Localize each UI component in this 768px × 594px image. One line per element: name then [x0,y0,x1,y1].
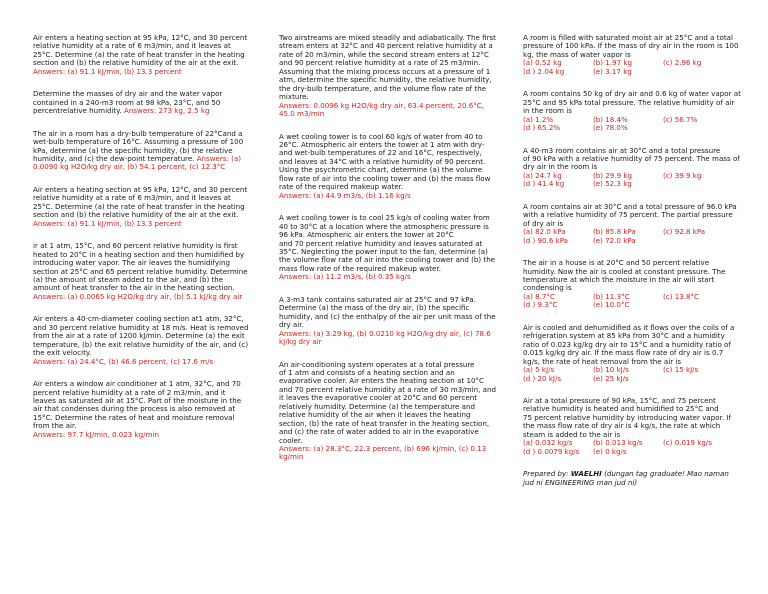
column-1 [33,34,249,453]
option-c: (c) 15 kJ/s [663,365,699,375]
problem [523,89,744,133]
problem [523,259,741,310]
problem-text: Air enters a 40-cm-diameter cooling section at1 atm, 32°C, and 30 percent relative humidity at 18 m/s. Heat is removed from the air at a rate of 1200 kJ/min. Determine (a) the exit temperature, (b) the exit relative humidity of the air, and (c) the exit velocity. [33,314,251,358]
answer-options [523,293,741,310]
problem [33,242,249,301]
option-a: (a) 1.2% [523,114,554,124]
option-e: (e) 10.0°C [593,300,630,310]
column-2 [279,34,497,476]
answer-options [523,439,741,456]
problem-answer: Answers: 273 kg, 2.5 kg [124,106,210,116]
option-b: (b) 10 kJ/s [593,365,629,375]
problem-answer: Answers: 97.7 kJ/min, 0.023 kg/min [33,429,159,439]
problem [523,397,741,456]
option-c: (c) 39.9 kg [663,170,702,180]
option-c: (c) 92.8 kPa [663,227,706,237]
problem [33,186,249,228]
problem [279,296,497,347]
answer-options [523,59,741,76]
problem [279,133,497,201]
problem-answer: Answers: (a) 91.1 kJ/min, (b) 13.3 percent [33,218,182,228]
author-credit [523,470,741,487]
option-b: (b) 85.8 kPa [593,227,636,237]
option-d: (d ) 41.4 kg [523,179,565,189]
problem-text: The air in a room has a dry-bulb temperature of 22°Cand a wet-bulb temperature of 16°C. Assuming a pressure of 100 kPa, determine (a) the specific humidity, (b) the relative humidity, and (c) the dew-point temperature. [33,128,246,163]
problem-answer: Answers: (a) 24.4°C, (b) 46.6 percent, (c) 17.6 m/s [33,356,214,366]
problem-text: A wet cooling tower is to cool 60 kg/s of water from 40 to 26°C. Atmospheric air enters the tower at 1 atm with dry- and wet-bulb temperatures of 22 and 16°C, respectively, and leaves at 34°C with a relative humidity of 90 percent. Using the psychrometric chart, determine (a) the volume flow rate of air into the cooling tower and (b) the mass flow rate of the required makeup water. [279,131,493,192]
option-d: (d ) 65.2% [523,123,561,133]
option-b: (b) 1.97 kg [593,58,632,68]
answer-options [523,172,741,189]
answer-options [523,228,741,245]
problem-text: Two airstreams are mixed steadily and adiabatically. The first stream enters at 32°C and 40 percent relative humidity at a rate of 20 m3/min, while the second stream enters at 12°C and 90 percent relative humidity at a rate of 25 m3/min. Assuming that the mixing process occurs at a pressure of 1 atm, determine the specific humidity, the relative humidity, the dry-bulb temperature, and the volume flow rate of the mixture. [279,33,499,102]
option-d: (d ) 20 kJ/s [523,373,562,383]
option-c: (c) 0.019 kg/s [663,438,712,448]
answer-options [523,116,741,133]
problem [279,34,497,119]
problem-text: The air in a house is at 20°C and 50 percent relative humidity. Now the air is cooled at constant pressure. The temperature at which the moisture in the air will start condensing is [523,258,728,293]
problem-text: ir at 1 atm, 15°C, and 60 percent relative humidity is first heated to 20°C in a heating section and then humidified by introducing water vapor. The air leaves the humidifying section at 25°C and 65 percent relative humidity. Determine (a) the amount of steam added to the air, and (b) the amount of heat transfer to the air in the heating section. [33,241,250,293]
problem-text: Air is cooled and dehumidified as it flows over the coils of a refrigeration system at 85 kPa from 30°C and a humidity ratio of 0.023 kg/kg dry air to 15°C and a humidity ratio of 0.015 kg/kg dry air. If the mass flow rate of dry air is 0.7 kg/s, the rate of heat removal from the air is [523,322,737,366]
option-d: (d ) 90.6 kPa [523,235,569,245]
problem-text: A 40-m3 room contains air at 30°C and a total pressure of 90 kPa with a relative humidity of 75 percent. The mass of dry air in the room is [523,145,740,172]
problem-text: An air-conditioning system operates at a total pressure of 1 atm and consists of a heating section and an evaporative cooler. Air enters the heating section at 10°C and 70 percent relative humidity at a rate of 30 m3/min, and it leaves the evaporative cooler at 20°C and 60 percent relatively humidity. Determine (a) the temperature and relative humidity of the air when it leaves the heating section, (b) the rate of heat transfer in the heating section, and (c) the rate of water added to air in the evaporative cooler. [279,359,496,445]
answer-options [523,366,741,383]
option-e: (e) 52.3 kg [593,179,632,189]
credit-name: WAELHI [570,469,602,479]
credit-suffix: (dungan tag graduate! Mao naman jud ni ENGINEERING man jud ni) [523,469,729,487]
option-e: (e) 78.0% [593,123,628,133]
problem-text: A room contains 50 kg of dry air and 0.6 kg of water vapor at 25°C and 95 kPa total pressure. The relative humidity of air in the room is [523,89,744,116]
option-d: (d ) 9.3°C [523,300,558,310]
problem-text: A room contains air at 30°C and a total pressure of 96.0 kPa with a relative humidity of 75 percent. The partial pressure of dry air is [523,201,740,228]
problem [523,34,741,76]
problem-answer: Answers: (a) 11.2 m3/s, (b) 0.35 kg/s [279,272,411,282]
problem [523,203,741,245]
option-a: (a) 24.7 kg [523,170,562,180]
problem-answer: Answers: (a) 91.1 kJ/min, (b) 13.3 percent [33,66,182,76]
option-b: (b) 11.3°C [593,291,630,301]
option-b: (b) 29.9 kg [593,170,632,180]
problem [33,34,249,76]
option-e: (e) 0 kg/s [593,446,627,456]
problem [523,147,741,189]
problem-text: Determine the masses of dry air and the water vapor contained in a 240-m3 room at 98 kPa, 23°C, and 50 percentrelative humidity. [33,89,225,116]
option-a: (a) 5 kJ/s [523,365,555,375]
problem [523,324,741,383]
problem [33,380,249,439]
problem-answer: Answers: (a) 0.0065 kg H2O/kg dry air, (b) 5.1 kJ/kg dry air [33,291,243,301]
problem [33,90,249,115]
problem-answer: Answers: (a) 28.3°C, 22.3 percent, (b) 696 kJ/min, (c) 0.13 kg/min [279,444,487,462]
option-a: (a) 82.0 kPa [523,227,566,237]
option-d: (d ) 2.04 kg [523,66,565,76]
problem [33,315,249,366]
problem-text: A room is filled with saturated moist air at 25°C and a total pressure of 100 kPa. If the mass of dry air in the room is 100 kg, the mass of water vapor is [523,33,741,59]
option-a: (a) 0.52 kg [523,58,562,68]
problem-text: Air at a total pressure of 90 kPa, 15°C, and 75 percent relative humidity is heated and humidified to 25°C and 75 percent relative humidity by introducing water vapor. If the mass flow rate of dry air is 4 kg/s, the rate at which steam is added to the air is [523,395,731,439]
option-c: (c) 13.8°C [663,291,699,301]
problem [279,214,497,282]
problem [33,130,249,172]
problem-text: Air enters a window air conditioner at 1 atm, 32°C, and 70 percent relative humidity at a rate of 2 m3/min, and it leaves as saturated air at 15°C. Part of the moisture in the air that condenses during the process is also removed at 15°C. Determine the rates of heat and moisture removal from the air. [33,379,244,431]
option-b: (b) 18.4% [593,114,628,124]
option-a: (a) 8.7°C [523,291,555,301]
option-c: (c) 2.96 kg [663,58,702,68]
problem-answer: Answers: (a) 44.9 m3/s, (b) 1.16 kg/s [279,190,411,200]
problem-answer: Answers: (a) 3.29 kg, (b) 0.0210 kg H2O/kg dry air, (c) 78.6 kJ/kg dry air [279,328,491,347]
column-3 [523,33,744,487]
option-e: (e) 72.0 kPa [593,235,636,245]
problem-answer: Answers: (a) 0.0090 kg H2O/kg dry air, (b) 54.1 percent, (c) 12.3°C [33,153,242,172]
option-a: (a) 0.032 kg/s [523,438,573,448]
option-c: (c) 56.7% [663,114,698,124]
problem-text: Air enters a heating section at 95 kPa, 12°C, and 30 percent relative humidity at a rate of 6 m3/min, and it leaves at 25°C. Determine (a) the rate of heat transfer in the heating section and (b) the relative humidity of the air at the exit. [33,33,250,68]
problem [279,361,497,462]
problem-answer: Answers: 0.0096 kg H2O/kg dry air, 63.4 percent, 20.6°C, 45.0 m3/min [279,100,484,119]
option-d: (d ) 0.0079 kg/s [523,446,580,456]
problem-text: A 3-m3 tank contains saturated air at 25°C and 97 kPa. Determine (a) the mass of the dry air, (b) the specific humidity, and (c) the enthalpy of the air per unit mass of the dry air. [279,294,498,330]
option-e: (e) 3.17 kg [593,66,632,76]
problem-text: Air enters a heating section at 95 kPa, 12°C, and 30 percent relative humidity at a rate of 6 m3/min, and it leaves at 25°C. Determine (a) the rate of heat transfer in the heating section and (b) the relative humidity of the air at the exit. [33,184,250,220]
problem-text: A wet cooling tower is to cool 25 kg/s of cooling water from 40 to 30°C at a location where the atmospheric pressure is 96 kPa. Atmospheric air enters the tower at 20°C and 70 percent relative humidity and leaves saturated at 35°C. Neglecting the power input to the fan, determine (a) the volume flow rate of air into the cooling tower and (b) the mass flow rate of the required makeup water. [279,213,496,273]
option-b: (b) 0.013 kg/s [593,438,643,448]
option-e: (e) 25 kJ/s [593,373,629,383]
credit-prefix: Prepared by: [523,469,571,479]
